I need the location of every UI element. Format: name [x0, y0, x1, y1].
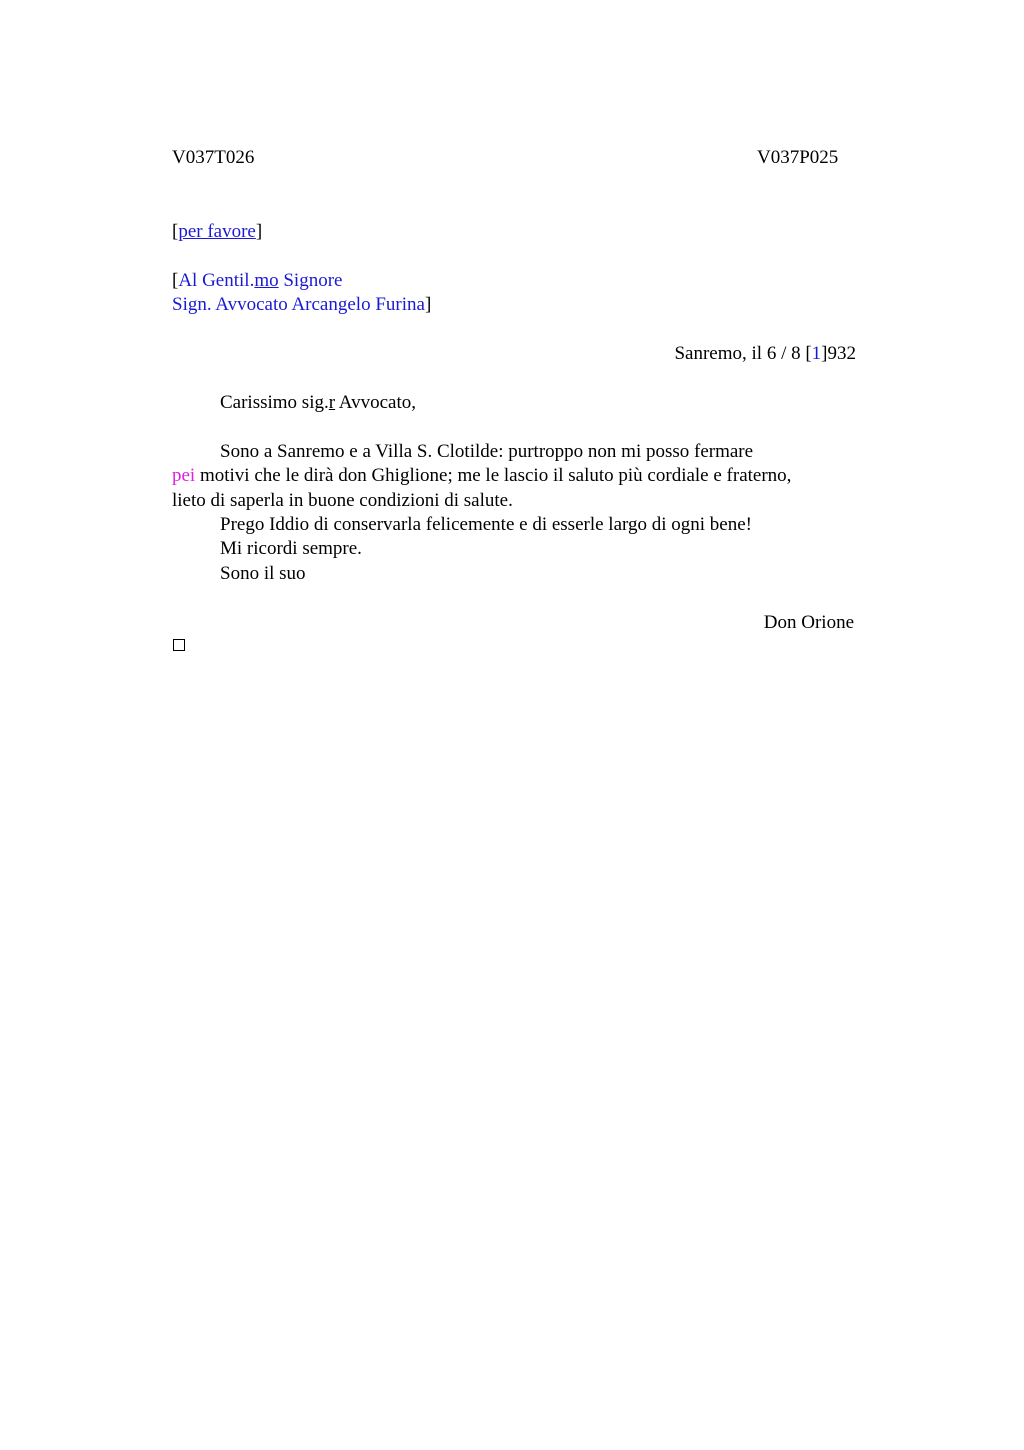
- body-line: [172, 464, 856, 488]
- salutation-text: Carissimo sig.: [220, 392, 329, 413]
- salutation-abbrev: r: [328, 392, 336, 413]
- address-text: Sign. Avvocato Arcangelo Furina: [172, 294, 425, 315]
- bracket-open: [: [172, 221, 179, 242]
- bracket-open: [: [172, 270, 179, 291]
- end-mark-square-icon: [173, 639, 185, 651]
- volume-code-left: V037T026: [172, 147, 255, 168]
- body-text: motivi che le dirà don Ghiglione; me le lascio il saluto più cordiale e fraterno,: [195, 465, 792, 486]
- bracket-close: ]: [255, 221, 263, 242]
- signature: Don Orione: [763, 612, 854, 633]
- salutation: [172, 391, 856, 415]
- address-text: Signore: [278, 270, 343, 291]
- note-link[interactable]: per favore: [178, 221, 256, 242]
- address-abbrev: mo: [254, 270, 279, 291]
- bracket-close: ]: [424, 294, 432, 315]
- dateline-inserted-digit: 1: [811, 343, 822, 364]
- address-line-1: [172, 269, 856, 293]
- address-line-2: [172, 293, 856, 317]
- dateline: [172, 342, 856, 366]
- salutation-text: Avvocato,: [335, 392, 416, 413]
- body-line: Sono a Sanremo e a Villa S. Clotilde: purtroppo non mi posso fermare: [220, 441, 754, 462]
- volume-code-right: V037P025: [757, 147, 839, 168]
- address-text: Al Gentil.: [178, 270, 255, 291]
- body-line: lieto di saperla in buone condizioni di salute.: [172, 490, 513, 511]
- body-line: Prego Iddio di conservarla felicemente e di esserle largo di ogni bene!: [220, 514, 752, 535]
- editorial-note: [172, 220, 856, 244]
- body-line: Mi ricordi sempre.: [220, 538, 362, 559]
- marked-word: pei: [172, 465, 196, 486]
- dateline-prefix: Sanremo, il 6 / 8 [: [674, 343, 812, 364]
- dateline-suffix: ]932: [821, 343, 856, 364]
- body-line: Sono il suo: [220, 563, 306, 584]
